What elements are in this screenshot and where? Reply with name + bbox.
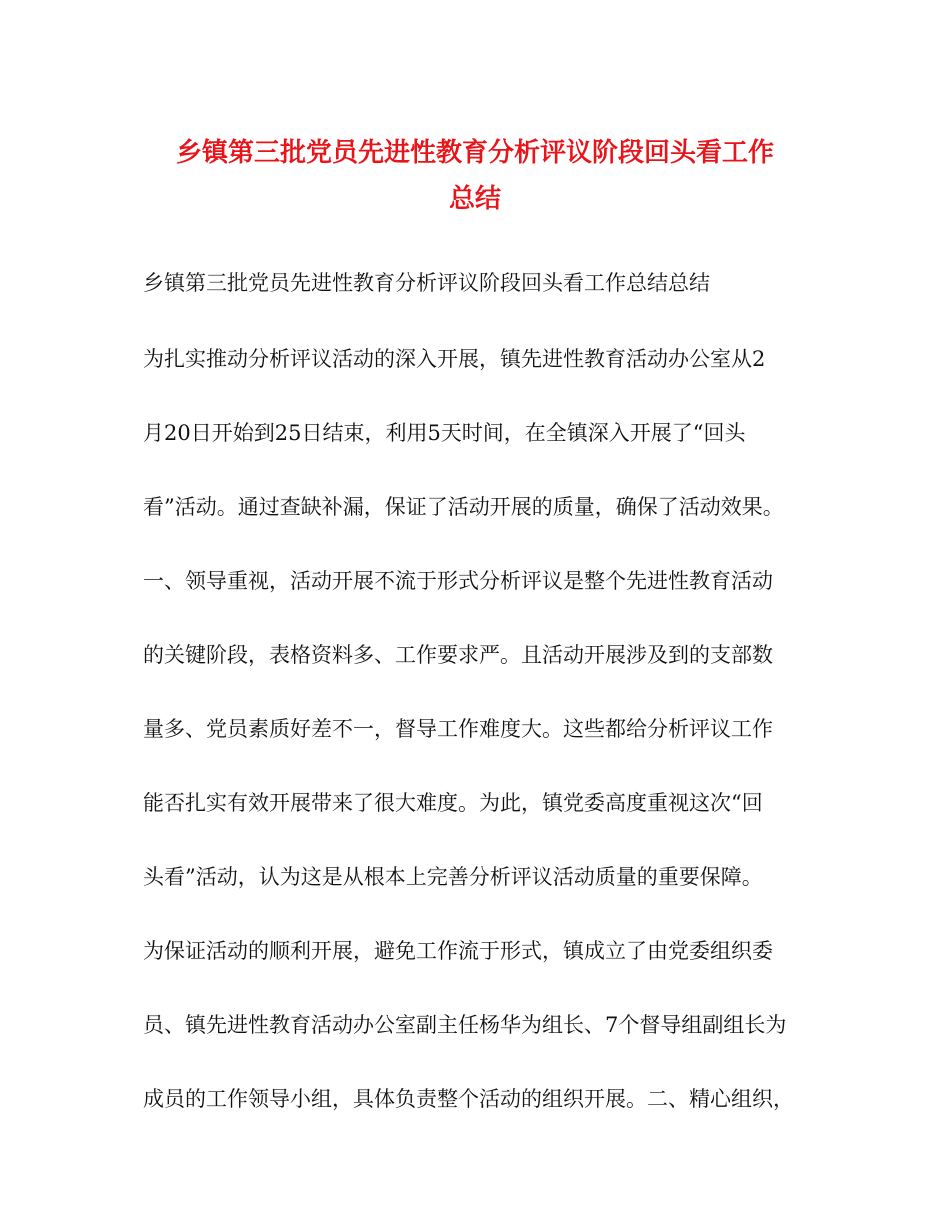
body-line-3: 月20日开始到25日结束，利用5天时间，在全镇深入开展了“回头 — [143, 421, 746, 445]
body-line-1: 乡镇第三批党员先进性教育分析评议阶段回头看工作总结总结 — [143, 271, 710, 295]
body-line-7: 量多、党员素质好差不一，督导工作难度大。这些都给分析评议工作 — [143, 717, 773, 741]
document-title-line-1: 乡镇第三批党员先进性教育分析评议阶段回头看工作 — [175, 138, 774, 168]
body-line-9: 头看”活动，认为这是从根本上完善分析评议活动质量的重要保障。 — [143, 865, 763, 889]
body-line-8: 能否扎实有效开展带来了很大难度。为此，镇党委高度重视这次“回 — [143, 791, 763, 815]
body-line-6: 的关键阶段，表格资料多、工作要求严。且活动开展涉及到的支部数 — [143, 643, 773, 667]
body-line-11: 员、镇先进性教育活动办公室副主任杨华为组长、7个督导组副组长为 — [143, 1013, 787, 1037]
body-line-2: 为扎实推动分析评议活动的深入开展，镇先进性教育活动办公室从2 — [143, 347, 766, 371]
body-line-5: 一、领导重视，活动开展不流于形式分析评议是整个先进性教育活动 — [143, 569, 773, 593]
body-line-10: 为保证活动的顺利开展，避免工作流于形式，镇成立了由党委组织委 — [143, 939, 773, 963]
document-title-line-2: 总结 — [448, 184, 501, 214]
body-line-4: 看”活动。通过查缺补漏，保证了活动开展的质量，确保了活动效果。 — [143, 495, 784, 519]
body-line-12: 成员的工作领导小组，具体负责整个活动的组织开展。二、精心组织， — [143, 1087, 794, 1111]
